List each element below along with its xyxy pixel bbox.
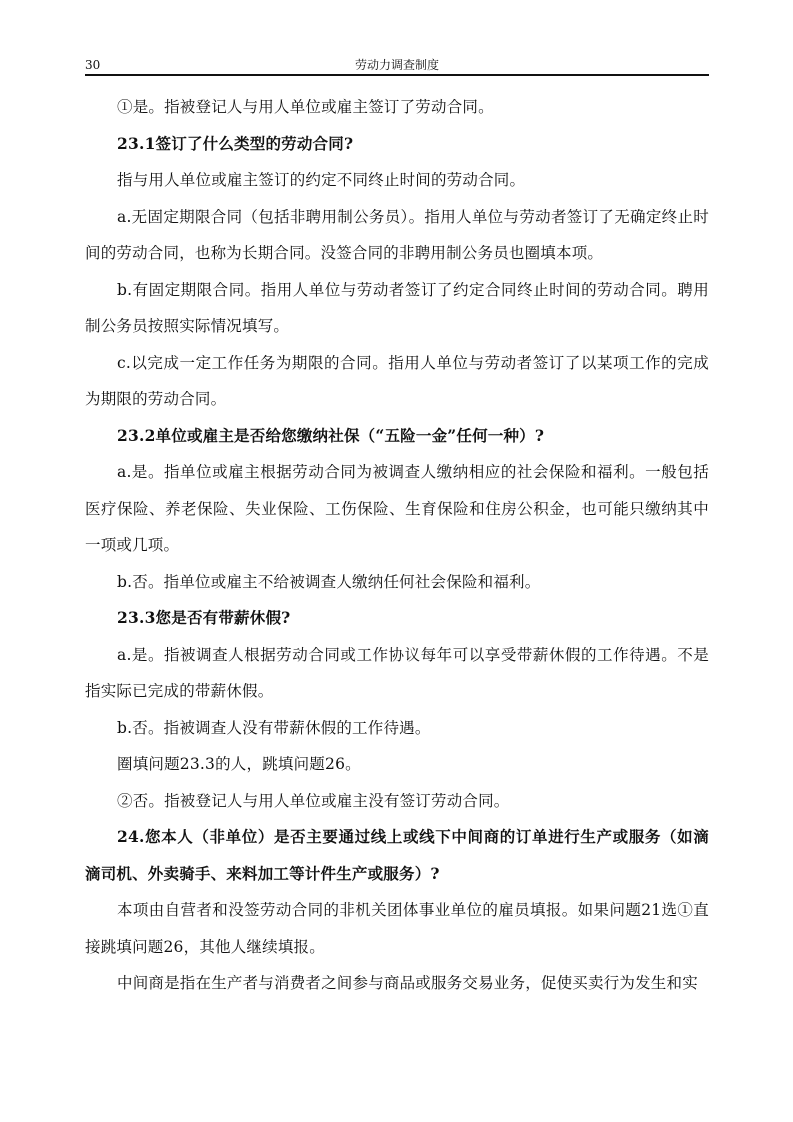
heading-23-1: 23.1签订了什么类型的劳动合同? — [117, 133, 354, 153]
page-number: 30 — [85, 58, 101, 72]
paragraph-social-insurance-no: b.否。指单位或雇主不给被调查人缴纳任何社会保险和福利。 — [117, 572, 541, 591]
paragraph-contract-type-definition: 指与用人单位或雇主签订的约定不同终止时间的劳动合同。 — [117, 171, 526, 189]
paragraph-paid-leave-no: b.否。指被调查人没有带薪休假的工作待遇。 — [117, 718, 431, 737]
paragraph-option-a-unlimited: a.无固定期限合同（包括非聘用制公务员）。指用人单位与劳动者签订了无确定终止时间的劳动合同，也称为长期合同。没签合同的非聘用制公务员也圈填本项。 — [85, 207, 709, 262]
paragraph-option-c-task: c.以完成一定工作任务为期限的合同。指用人单位与劳动者签订了以某项工作的完成为期限的劳动合同。 — [85, 353, 709, 408]
paragraph-skip-instruction: 圈填问题23.3的人，跳填问题26。 — [117, 755, 361, 773]
running-header-title: 劳动力调查制度 — [354, 58, 439, 72]
document-body — [85, 89, 709, 1002]
paragraph-option-b-fixed: b.有固定期限合同。指用人单位与劳动者签订了约定合同终止时间的劳动合同。聘用制公务员按照实际情况填写。 — [85, 280, 709, 335]
heading-24: 24.您本人（非单位）是否主要通过线上或线下中间商的订单进行生产或服务（如滴滴司机、外卖骑手、来料加工等计件生产或服务）? — [85, 827, 709, 883]
paragraph-social-insurance-yes: a.是。指单位或雇主根据劳动合同为被调查人缴纳相应的社会保险和福利。一般包括医疗保险、养老保险、失业保险、工伤保险、生育保险和住房公积金，也可能只缴纳其中一项或几项。 — [85, 463, 709, 554]
paragraph-24-instructions: 本项由自营者和没签劳动合同的非机关团体事业单位的雇员填报。如果问题21选①直接跳填问题26，其他人继续填报。 — [85, 901, 709, 956]
header-divider — [85, 74, 709, 76]
paragraph-paid-leave-yes: a.是。指被调查人根据劳动合同或工作协议每年可以享受带薪休假的工作待遇。不是指实际已完成的带薪休假。 — [85, 645, 709, 700]
paragraph-contract-yes: ①是。指被登记人与用人单位或雇主签订了劳动合同。 — [117, 98, 494, 116]
paragraph-intermediary-definition: 中间商是指在生产者与消费者之间参与商品或服务交易业务，促使买卖行为发生和实 — [117, 974, 698, 992]
paragraph-contract-no: ②否。指被登记人与用人单位或雇主没有签订劳动合同。 — [117, 791, 510, 810]
heading-23-2: 23.2单位或雇主是否给您缴纳社保（“五险一金”任何一种）? — [117, 425, 545, 445]
heading-23-3: 23.3您是否有带薪休假? — [117, 608, 291, 627]
